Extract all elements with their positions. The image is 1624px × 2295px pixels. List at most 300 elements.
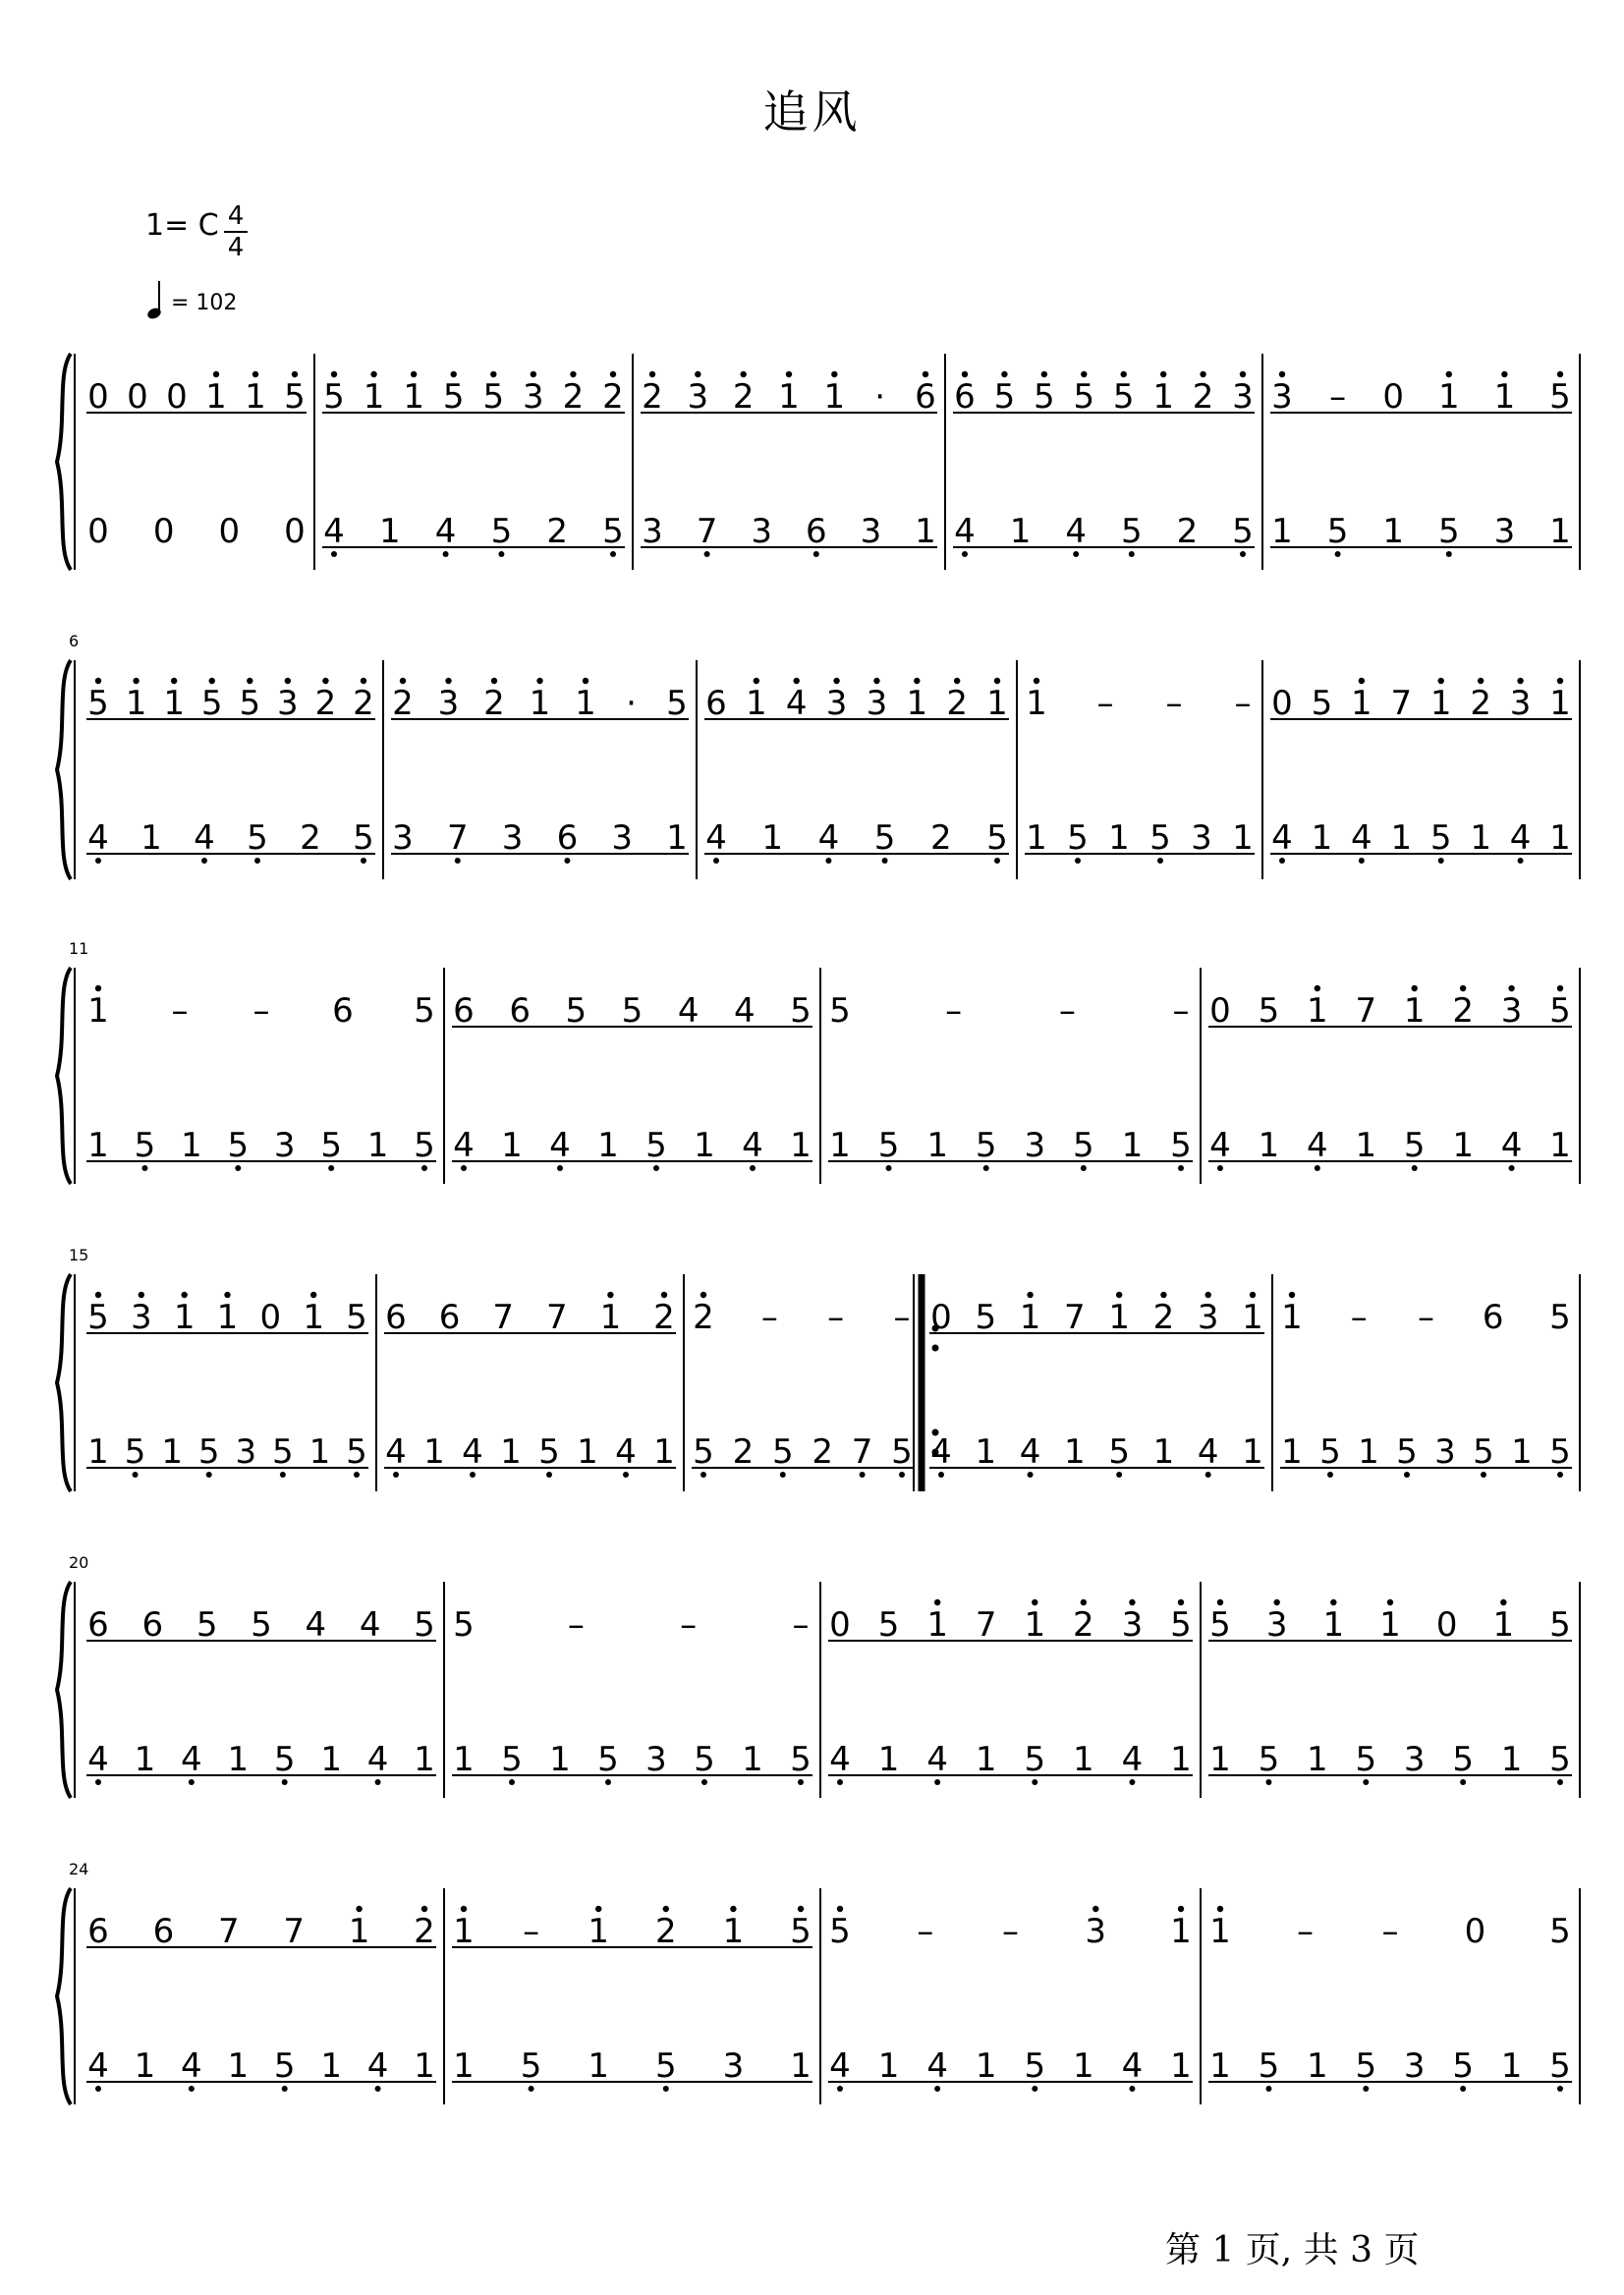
bass-note: 5 <box>134 1126 156 1165</box>
bass-note: 1 <box>1470 818 1491 858</box>
treble-note: 2 <box>392 684 414 723</box>
octave-dot-below <box>1327 1472 1333 1478</box>
bass-note: 4 <box>385 1432 407 1472</box>
bass-note: 4 <box>194 818 215 858</box>
treble-note: 3 <box>1271 377 1293 417</box>
treble-note: 5 <box>251 1605 272 1645</box>
bass-note: 4 <box>323 512 345 551</box>
system-brace <box>57 354 71 570</box>
octave-dot-above <box>133 678 139 684</box>
octave-dot-above <box>1081 371 1087 377</box>
bass-note: 5 <box>1452 2046 1474 2086</box>
treble-note: 2 <box>653 1298 675 1337</box>
treble-note: – <box>1297 1912 1314 1951</box>
bass-note: 1 <box>975 1740 997 1779</box>
bass-note: 5 <box>771 1432 794 1472</box>
treble-note: 5 <box>1073 377 1095 417</box>
treble-note: 1 <box>1242 1298 1263 1337</box>
treble-note: – <box>252 991 270 1031</box>
bass-note: 6 <box>556 818 579 858</box>
treble-note: 1 <box>403 377 424 417</box>
octave-dot-below <box>328 1165 334 1171</box>
treble-note: 7 <box>975 1605 997 1645</box>
octave-dot-above <box>1240 371 1246 377</box>
treble-note: 5 <box>565 991 588 1031</box>
treble-note: 5 <box>442 377 465 417</box>
bass-note: 5 <box>1355 1740 1377 1779</box>
octave-dot-below <box>605 1779 611 1785</box>
treble-note: 5 <box>1258 991 1280 1031</box>
treble-note: 5 <box>87 684 109 723</box>
bass-note: 1 <box>227 1740 250 1779</box>
octave-dot-below <box>189 2086 195 2092</box>
octave-dot-above <box>1557 985 1563 991</box>
treble-note: – <box>760 1298 778 1337</box>
treble-note: 1 <box>303 1298 324 1337</box>
bass-note: 3 <box>1191 818 1212 858</box>
treble-note: 5 <box>1034 377 1055 417</box>
bass-note: 1 <box>1258 1126 1280 1165</box>
treble-note: – <box>1329 377 1347 417</box>
treble-note: 5 <box>284 377 306 417</box>
treble-note: 5 <box>414 1605 435 1645</box>
treble-note: 2 <box>1470 684 1491 723</box>
treble-note: 2 <box>483 684 505 723</box>
bass-note: 1 <box>414 2046 435 2086</box>
bass-note: 1 <box>666 818 688 858</box>
treble-note: 3 <box>1232 377 1254 417</box>
octave-dot-below <box>1081 1165 1087 1171</box>
bass-note: 1 <box>1009 512 1032 551</box>
treble-note: – <box>827 1298 845 1337</box>
octave-dot-above <box>798 1906 804 1912</box>
system-brace <box>57 968 71 1184</box>
octave-dot-above <box>1205 1292 1211 1298</box>
octave-dot-above <box>962 371 968 377</box>
octave-dot-above <box>1001 371 1007 377</box>
treble-note: 5 <box>666 684 688 723</box>
bass-note: 5 <box>1108 1432 1130 1472</box>
octave-dot-below <box>653 1165 659 1171</box>
treble-note: 0 <box>1382 377 1405 417</box>
bass-note: 4 <box>926 1740 948 1779</box>
octave-dot-above <box>1200 371 1205 377</box>
bass-note: 4 <box>1121 1740 1144 1779</box>
bass-note: 1 <box>1271 512 1293 551</box>
bass-note: 1 <box>1500 1740 1523 1779</box>
treble-note: 2 <box>1452 991 1474 1031</box>
octave-dot-above <box>285 678 291 684</box>
octave-dot-above <box>491 678 497 684</box>
treble-note: 6 <box>954 377 976 417</box>
bass-note: 1 <box>134 2046 156 2086</box>
treble-note: 1 <box>1492 1605 1515 1645</box>
octave-dot-below <box>1217 1165 1223 1171</box>
bass-note: 5 <box>273 2046 296 2086</box>
treble-note: 6 <box>705 684 727 723</box>
treble-note: – <box>917 1912 934 1951</box>
bass-note: 3 <box>645 1740 667 1779</box>
bass-note: 5 <box>501 1740 523 1779</box>
treble-note: 6 <box>87 1912 109 1951</box>
bass-note: 0 <box>218 512 241 551</box>
bass-note: 4 <box>1271 818 1293 858</box>
bass-note: 4 <box>926 2046 948 2086</box>
octave-dot-below <box>1404 1472 1410 1478</box>
bass-note: 5 <box>1120 512 1143 551</box>
octave-dot-below <box>455 858 461 864</box>
treble-note: 1 <box>1549 684 1571 723</box>
treble-note: 0 <box>930 1298 952 1337</box>
treble-note: – <box>1058 991 1076 1031</box>
bass-note: 4 <box>366 1740 389 1779</box>
octave-dot-below <box>1116 1472 1122 1478</box>
treble-note: 7 <box>1390 684 1413 723</box>
bass-note: 5 <box>1258 1740 1280 1779</box>
treble-note: 0 <box>87 377 109 417</box>
bass-note: 3 <box>392 818 414 858</box>
bass-note: 4 <box>1351 818 1372 858</box>
octave-dot-below <box>623 1472 629 1478</box>
octave-dot-below <box>1129 1779 1135 1785</box>
octave-dot-above <box>1032 1599 1037 1605</box>
bass-note: 5 <box>1437 512 1460 551</box>
octave-dot-below <box>461 1165 467 1171</box>
bass-note: 3 <box>1403 2046 1426 2086</box>
bass-note: 5 <box>986 818 1008 858</box>
treble-note: 5 <box>877 1605 900 1645</box>
bass-note: 1 <box>366 1126 389 1165</box>
octave-dot-below <box>798 1779 804 1785</box>
bass-note: 1 <box>588 2046 610 2086</box>
treble-note: 1 <box>1152 377 1174 417</box>
bass-note: 2 <box>300 818 321 858</box>
bass-note: 0 <box>284 512 306 551</box>
octave-dot-below <box>282 2086 288 2092</box>
octave-dot-above <box>400 678 406 684</box>
treble-note: 2 <box>946 684 968 723</box>
bass-note: 5 <box>1067 818 1089 858</box>
treble-note: 5 <box>829 991 851 1031</box>
treble-note: 0 <box>1271 684 1293 723</box>
octave-dot-above <box>1160 1292 1166 1298</box>
bass-note: 0 <box>152 512 175 551</box>
treble-note: 5 <box>790 991 812 1031</box>
treble-note: 5 <box>200 684 223 723</box>
octave-dot-above <box>700 1292 706 1298</box>
octave-dot-above <box>531 371 536 377</box>
treble-note: 2 <box>642 377 663 417</box>
octave-dot-above <box>730 1906 736 1912</box>
treble-note: – <box>1096 684 1114 723</box>
octave-dot-below <box>564 858 570 864</box>
treble-note: 3 <box>825 684 848 723</box>
treble-note: 3 <box>523 377 544 417</box>
bass-note: 3 <box>1493 512 1516 551</box>
bass-note: 5 <box>1073 1126 1094 1165</box>
bass-note: 1 <box>1108 818 1130 858</box>
treble-note: – <box>567 1605 585 1645</box>
octave-dot-below <box>1315 1165 1320 1171</box>
treble-note: 1 <box>1281 1298 1303 1337</box>
octave-dot-below <box>610 551 616 557</box>
octave-dot-above <box>695 371 700 377</box>
treble-note: 5 <box>482 377 505 417</box>
treble-note: · <box>874 377 886 417</box>
bass-note: 1 <box>1209 2046 1231 2086</box>
bass-note: 1 <box>742 1740 763 1779</box>
system-brace <box>57 1888 71 2104</box>
treble-note: 4 <box>359 1605 381 1645</box>
octave-dot-below <box>938 1472 944 1478</box>
treble-note: 1 <box>216 1298 239 1337</box>
bass-note: 1 <box>423 1432 445 1472</box>
octave-dot-above <box>1315 985 1320 991</box>
octave-dot-above <box>740 371 746 377</box>
octave-dot-above <box>831 371 837 377</box>
bass-note: 3 <box>642 512 663 551</box>
bass-note: 1 <box>1232 818 1254 858</box>
treble-note: – <box>1418 1298 1434 1337</box>
bass-note: 4 <box>1121 2046 1144 2086</box>
octave-dot-below <box>994 858 1000 864</box>
time-signature-bottom: 4 <box>227 233 245 262</box>
octave-dot-above <box>451 371 457 377</box>
octave-dot-below <box>331 551 337 557</box>
treble-note: 5 <box>414 991 435 1031</box>
treble-note: 6 <box>141 1605 164 1645</box>
bass-note: 4 <box>434 512 457 551</box>
treble-note: 1 <box>926 1605 948 1645</box>
bass-note: 4 <box>87 1740 109 1779</box>
bass-note: 1 <box>1549 1126 1571 1165</box>
octave-dot-above <box>1501 371 1507 377</box>
treble-note: 1 <box>205 377 227 417</box>
octave-dot-above <box>607 1292 613 1298</box>
octave-dot-above <box>171 678 177 684</box>
treble-note: 1 <box>722 1912 745 1951</box>
treble-note: 0 <box>127 377 148 417</box>
treble-note: 2 <box>693 1298 714 1337</box>
treble-note: – <box>680 1605 698 1645</box>
bass-note: 4 <box>930 1432 952 1472</box>
treble-note: 5 <box>1112 377 1135 417</box>
octave-dot-above <box>923 371 928 377</box>
bass-note: 5 <box>1232 512 1254 551</box>
bass-note: 2 <box>812 1432 834 1472</box>
measure-number: 20 <box>69 1553 89 1572</box>
treble-note: 6 <box>385 1298 407 1337</box>
octave-dot-above <box>649 371 655 377</box>
octave-dot-below <box>1032 1779 1037 1785</box>
bass-note: 4 <box>87 2046 109 2086</box>
treble-note: 1 <box>125 684 147 723</box>
octave-dot-below <box>1460 2086 1466 2092</box>
octave-dot-below <box>1359 858 1365 864</box>
treble-note: 0 <box>1464 1912 1486 1951</box>
octave-dot-above <box>1178 1906 1184 1912</box>
treble-note: 1 <box>778 377 800 417</box>
bass-note: 5 <box>1403 1126 1426 1165</box>
bass-note: 5 <box>873 818 896 858</box>
bass-note: 5 <box>694 1740 715 1779</box>
bass-note: 4 <box>954 512 976 551</box>
bass-note: 5 <box>124 1432 146 1472</box>
treble-note: – <box>1002 1912 1019 1951</box>
treble-note: 6 <box>438 1298 461 1337</box>
bass-note: 5 <box>414 1126 435 1165</box>
octave-dot-above <box>610 371 616 377</box>
treble-note: 1 <box>453 1912 475 1951</box>
treble-note: 3 <box>437 684 460 723</box>
bass-note: 4 <box>1307 1126 1328 1165</box>
bass-note: 5 <box>1149 818 1171 858</box>
treble-note: 5 <box>1549 1298 1571 1337</box>
octave-dot-below <box>282 1779 288 1785</box>
octave-dot-above <box>837 1906 843 1912</box>
treble-note: 2 <box>1152 1298 1175 1337</box>
bass-note: 1 <box>1121 1126 1144 1165</box>
octave-dot-below <box>825 858 831 864</box>
treble-note: 3 <box>1121 1605 1144 1645</box>
treble-note: 2 <box>1192 377 1214 417</box>
treble-note: 1 <box>163 684 185 723</box>
octave-dot-below <box>899 1472 905 1478</box>
octave-dot-above <box>1279 371 1285 377</box>
treble-note: 3 <box>1500 991 1523 1031</box>
octave-dot-below <box>189 1779 195 1785</box>
octave-dot-above <box>1478 678 1484 684</box>
bass-note: 7 <box>696 512 718 551</box>
octave-dot-below <box>443 551 449 557</box>
treble-note: 5 <box>829 1912 851 1951</box>
octave-dot-above <box>1412 985 1418 991</box>
score-title: 追风 <box>762 85 862 139</box>
treble-note: 5 <box>453 1605 475 1645</box>
bass-note: 1 <box>597 1126 619 1165</box>
treble-note: – <box>171 991 189 1031</box>
bass-note: 4 <box>366 2046 389 2086</box>
octave-dot-below <box>837 1779 843 1785</box>
treble-note: 1 <box>599 1298 622 1337</box>
octave-dot-below <box>1446 551 1452 557</box>
bass-note: 4 <box>181 2046 202 2086</box>
treble-note: 4 <box>677 991 700 1031</box>
treble-note: 5 <box>975 1298 997 1337</box>
bass-note: 1 <box>1358 1432 1379 1472</box>
bass-note: 1 <box>1452 1126 1474 1165</box>
bass-note: 4 <box>1500 1126 1523 1165</box>
bass-note: 1 <box>227 2046 250 2086</box>
octave-dot-above <box>1121 371 1127 377</box>
treble-note: 7 <box>217 1912 240 1951</box>
octave-dot-below <box>1129 551 1135 557</box>
treble-note: 6 <box>915 377 936 417</box>
treble-note: 1 <box>1108 1298 1130 1337</box>
octave-dot-below <box>1240 551 1246 557</box>
octave-dot-below <box>813 551 819 557</box>
octave-dot-above <box>209 678 215 684</box>
octave-dot-below <box>882 858 888 864</box>
measure-number: 24 <box>69 1860 89 1878</box>
octave-dot-above <box>95 1292 101 1298</box>
bass-note: 7 <box>851 1432 873 1472</box>
octave-dot-below <box>1460 1779 1466 1785</box>
bass-note: 1 <box>926 1126 948 1165</box>
treble-note: – <box>1381 1912 1399 1951</box>
bass-note: 2 <box>732 1432 755 1472</box>
treble-note: 1 <box>1351 684 1372 723</box>
octave-dot-below <box>886 1165 892 1171</box>
bass-note: 3 <box>273 1126 296 1165</box>
treble-note: 3 <box>277 684 299 723</box>
octave-dot-below <box>206 1472 212 1478</box>
octave-dot-above <box>1027 1292 1033 1298</box>
octave-dot-above <box>663 1906 669 1912</box>
treble-note: 2 <box>654 1912 677 1951</box>
system-brace <box>57 660 71 879</box>
octave-dot-below <box>529 2086 534 2092</box>
treble-note: 1 <box>1403 991 1426 1031</box>
bass-note: 5 <box>273 1740 296 1779</box>
treble-note: 6 <box>87 1605 109 1645</box>
octave-dot-above <box>1129 1599 1135 1605</box>
bass-note: 3 <box>235 1432 257 1472</box>
bass-note: 1 <box>320 2046 342 2086</box>
bass-note: 1 <box>453 1740 475 1779</box>
bass-note: 5 <box>353 818 374 858</box>
bass-note: 4 <box>87 818 109 858</box>
bass-note: 1 <box>1281 1432 1303 1472</box>
octave-dot-above <box>873 678 879 684</box>
octave-dot-below <box>375 1779 381 1785</box>
treble-note: – <box>1165 684 1183 723</box>
bass-note: 1 <box>1152 1432 1175 1472</box>
bass-note: 1 <box>1500 2046 1523 2086</box>
bass-note: 5 <box>1549 1740 1571 1779</box>
treble-note: 5 <box>346 1298 367 1337</box>
octave-dot-above <box>570 371 576 377</box>
treble-note: 5 <box>790 1912 812 1951</box>
bass-note: 1 <box>453 2046 475 2086</box>
treble-note: 0 <box>259 1298 282 1337</box>
octave-dot-below <box>1557 2086 1563 2092</box>
treble-note: 5 <box>1549 1912 1571 1951</box>
treble-note: 4 <box>734 991 756 1031</box>
octave-dot-below <box>95 1779 101 1785</box>
treble-note: 1 <box>1019 1298 1041 1337</box>
tempo-value: = 102 <box>171 291 238 315</box>
bass-note: 5 <box>1024 1740 1046 1779</box>
bass-note: 5 <box>346 1432 367 1472</box>
treble-note: 3 <box>1197 1298 1219 1337</box>
bass-note: 5 <box>1326 512 1349 551</box>
octave-dot-above <box>310 1292 316 1298</box>
bass-note: 4 <box>615 1432 637 1472</box>
octave-dot-above <box>361 678 366 684</box>
octave-dot-above <box>1517 678 1523 684</box>
treble-note: 2 <box>314 684 337 723</box>
bass-note: 7 <box>446 818 469 858</box>
octave-dot-above <box>181 1292 187 1298</box>
treble-note: 7 <box>283 1912 306 1951</box>
bass-note: 1 <box>308 1432 331 1472</box>
octave-dot-below <box>1412 1165 1418 1171</box>
bass-note: 1 <box>549 1740 571 1779</box>
treble-note: 7 <box>492 1298 515 1337</box>
octave-dot-above <box>595 1906 601 1912</box>
treble-note: 2 <box>602 377 624 417</box>
